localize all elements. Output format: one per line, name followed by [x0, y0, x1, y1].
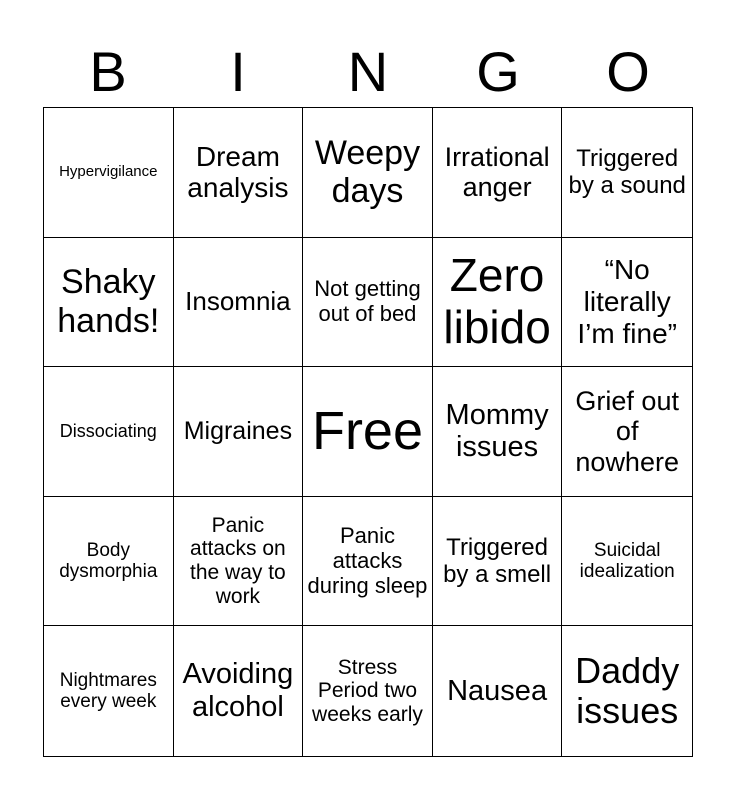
bingo-cell[interactable]: [562, 238, 692, 368]
cell-text: Stress Period two weeks early: [312, 655, 423, 727]
cell-text: Dissociating: [59, 421, 157, 442]
bingo-header: [43, 38, 693, 106]
bingo-cell[interactable]: [433, 108, 563, 238]
bingo-cell[interactable]: [303, 238, 433, 368]
bingo-cell[interactable]: [174, 497, 304, 627]
cell-text: Triggered by a sound: [568, 145, 686, 200]
cell-text: Migraines: [183, 417, 293, 446]
bingo-cell[interactable]: [174, 367, 304, 497]
bingo-cell[interactable]: [44, 238, 174, 368]
bingo-cell[interactable]: [174, 626, 304, 756]
bingo-cell[interactable]: [433, 238, 563, 368]
header-letter-o: O: [606, 40, 650, 103]
bingo-cell[interactable]: [562, 367, 692, 497]
cell-text: Hypervigilance: [59, 162, 158, 180]
bingo-cell[interactable]: [44, 367, 174, 497]
bingo-cell[interactable]: [433, 626, 563, 756]
header-letter-b: B: [89, 40, 127, 103]
header-letter-i: I: [230, 40, 246, 103]
bingo-cell[interactable]: [174, 108, 304, 238]
bingo-cell[interactable]: [433, 367, 563, 497]
cell-text: Nightmares every week: [59, 669, 157, 713]
bingo-cell[interactable]: [44, 108, 174, 238]
bingo-cell[interactable]: [562, 626, 692, 756]
bingo-cell[interactable]: [433, 497, 563, 627]
header-letter-n: N: [347, 40, 389, 103]
cell-text: Shaky hands!: [57, 263, 160, 340]
cell-text: Mommy issues: [445, 398, 549, 464]
cell-text: Not getting out of bed: [314, 276, 421, 326]
bingo-cell[interactable]: [303, 108, 433, 238]
bingo-cell[interactable]: [303, 626, 433, 756]
cell-text: Triggered by a smell: [443, 533, 552, 589]
cell-text: Suicidal idealization: [579, 539, 675, 583]
cell-text: Grief out of nowhere: [575, 385, 679, 477]
cell-text: Zero libido: [443, 248, 551, 353]
cell-text: Free: [311, 400, 424, 461]
cell-text: Irrational anger: [444, 141, 550, 203]
cell-text: Weepy days: [314, 133, 421, 211]
bingo-cell[interactable]: [44, 626, 174, 756]
bingo-cell[interactable]: [174, 238, 304, 368]
cell-text: Nausea: [447, 674, 548, 707]
cell-text: Body dysmorphia: [59, 539, 158, 583]
bingo-cell[interactable]: [562, 497, 692, 627]
cell-text: “No literally I’m fine”: [577, 254, 677, 349]
cell-text: Dream analysis: [187, 140, 289, 204]
cell-text: Panic attacks during sleep: [307, 522, 428, 598]
free-space-cell[interactable]: [303, 367, 433, 497]
bingo-cell[interactable]: [44, 497, 174, 627]
cell-text: Insomnia: [185, 286, 291, 317]
bingo-cell[interactable]: [303, 497, 433, 627]
cell-text: Daddy issues: [575, 649, 680, 732]
bingo-card: [43, 107, 693, 757]
cell-text: Panic attacks on the way to work: [190, 513, 286, 608]
header-letter-g: G: [476, 40, 520, 103]
cell-text: Avoiding alcohol: [182, 658, 294, 724]
bingo-cell[interactable]: [562, 108, 692, 238]
